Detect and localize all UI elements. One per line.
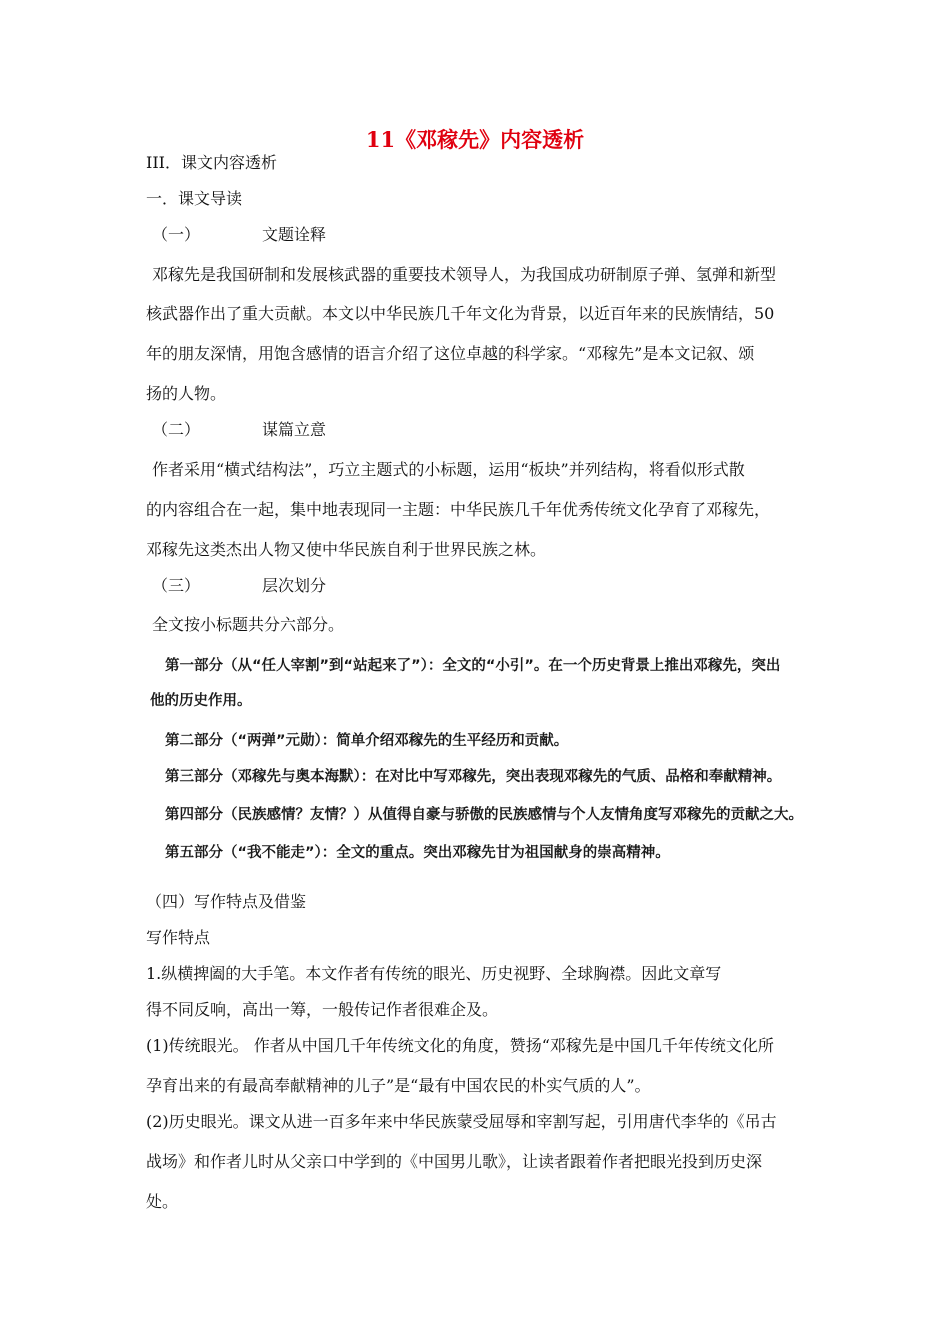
paragraph-4-line: (2)历史眼光。课文从进一百多年来中华民族蒙受屈辱和宰割写起，引用唐代李华的《吊古	[146, 1112, 777, 1131]
paragraph-1-line: 扬的人物。	[146, 384, 227, 403]
heading-section-iii: III．课文内容透析	[146, 153, 277, 172]
paragraph-1-line: 邓稼先是我国研制和发展核武器的重要技术领导人，为我国成功研制原子弹、氢弹和新型	[152, 265, 777, 284]
part-line-2: 第二部分（“两弹”元勋）：简单介绍邓稼先的生平经历和贡献。	[165, 733, 569, 749]
subheading-3-num: （三）	[152, 576, 201, 595]
subheading-3	[152, 576, 326, 596]
part-line-5: 第五部分（“我不能走”）：全文的重点。突出邓稼先甘为祖国献身的崇高精神。	[165, 845, 670, 861]
subheading-2	[152, 420, 326, 440]
heading-writing-features: 写作特点	[146, 928, 211, 947]
paragraph-2-line: 作者采用“横式结构法”，巧立主题式的小标题，运用“板块”并列结构，将看似形式散	[152, 460, 745, 479]
part-line-1-cont: 他的历史作用。	[150, 693, 252, 709]
paragraph-4-line: 1.纵横捭阖的大手笔。本文作者有传统的眼光、历史视野、全球胸襟。因此文章写	[146, 964, 722, 983]
subheading-3-label: 层次划分	[262, 576, 327, 595]
paragraph-2-line: 邓稼先这类杰出人物又使中华民族自利于世界民族之林。	[146, 540, 547, 559]
paragraph-4-line: 战场》和作者儿时从父亲口中学到的《中国男儿歌》，让读者跟着作者把眼光投到历史深	[146, 1152, 763, 1171]
subheading-1-num: （一）	[152, 225, 201, 244]
subheading-1	[152, 225, 326, 245]
subheading-2-label: 谋篇立意	[262, 420, 327, 439]
part-line-3: 第三部分（邓稼先与奥本海默）：在对比中写邓稼先，突出表现邓稼先的气质、品格和奉献精神。	[165, 769, 782, 785]
part-line-4: 第四部分（民族感情？友情？）从值得自豪与骄傲的民族感情与个人友情角度写邓稼先的贡献之大。	[165, 807, 803, 823]
paragraph-4-line: 孕育出来的有最高奉献精神的儿子”是“最有中国农民的朴实气质的人”。	[146, 1076, 651, 1095]
paragraph-4-line: 得不同反响，高出一筹，一般传记作者很难企及。	[146, 1000, 499, 1019]
paragraph-3-line: 全文按小标题共分六部分。	[152, 615, 345, 634]
paragraph-2-line: 的内容组合在一起，集中地表现同一主题：中华民族几千年优秀传统文化孕育了邓稼先，	[146, 500, 771, 519]
part-line-1: 第一部分（从“任人宰割”到“站起来了”）：全文的“小引”。在一个历史背景上推出邓稼先，突出	[165, 658, 781, 674]
document-title: 11《邓稼先》内容透析	[365, 127, 585, 152]
paragraph-1-line: 核武器作出了重大贡献。本文以中华民族几千年文化为背景，以近百年来的民族情结，50	[146, 304, 775, 323]
heading-guide: 一．课文导读	[146, 189, 243, 208]
subheading-2-num: （二）	[152, 420, 201, 439]
subheading-4: （四）写作特点及借鉴	[146, 892, 307, 911]
paragraph-4-line: (1)传统眼光。 作者从中国几千年传统文化的角度，赞扬“邓稼先是中国几千年传统文化所	[146, 1036, 774, 1055]
paragraph-4-line: 处。	[146, 1192, 179, 1211]
subheading-1-label: 文题诠释	[262, 225, 327, 244]
paragraph-1-line: 年的朋友深情，用饱含感情的语言介绍了这位卓越的科学家。“邓稼先”是本文记叙、颂	[146, 344, 755, 363]
